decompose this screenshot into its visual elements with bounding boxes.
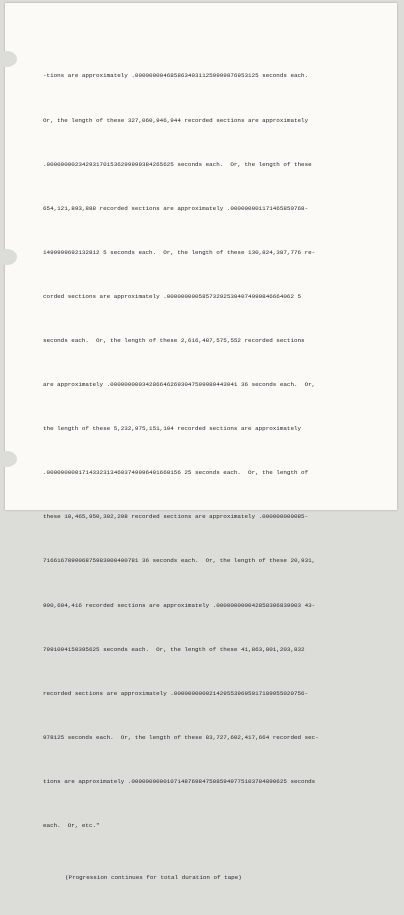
punch-hole-top xyxy=(0,51,17,67)
text-line-4: 654,121,893,888 recorded sections are approximately .000000001171465850768- xyxy=(43,204,309,212)
text-line-9: the length of these 5,232,975,151,104 recorded sections are approximately xyxy=(43,425,302,433)
text-line-17: tions are approximately .00000000001071487698475085949775103784890625 seconds xyxy=(43,777,316,785)
text-line-8: are approximately .000000000342866462693047599980443041 36 seconds each. Or, xyxy=(43,381,316,389)
text-line-5: 1499999692132812 5 seconds each. Or, the length of these 130,824,387,776 re- xyxy=(43,248,316,256)
text-line-12: 716616789006875983008400781 36 seconds each. Or, the length of these 20,931, xyxy=(43,557,316,565)
text-line-18: each. Or, etc." xyxy=(43,822,100,829)
text-line-11: these 10,465,950,302,208 recorded sections are approximately .000000000085- xyxy=(43,513,309,521)
text-line-13: 900,604,416 recorded sections are approximately .000000000042858306839003 43- xyxy=(43,601,316,609)
document-page xyxy=(5,3,397,882)
punch-hole-bottom xyxy=(0,451,17,467)
text-line-2: Or, the length of these 327,060,946,944 recorded sections are approximately xyxy=(43,116,309,124)
text-line-1: -tions are approximately .00000000468586340311259999876953125 seconds each. xyxy=(43,72,309,80)
text-line-14: 7991004150395625 seconds each. Or, the length of these 41,863,801,203,832 xyxy=(43,645,305,653)
text-line-15: recorded sections are approximately .0000000000214295539695017189955020756- xyxy=(43,689,309,697)
text-line-6: corded sections are approximately .000000000585732925384074999846664062 5 xyxy=(43,292,302,300)
progression-note: (Progression continues for total duration of tape) xyxy=(65,874,242,882)
punch-hole-middle xyxy=(0,249,17,265)
typewritten-text xyxy=(43,40,383,915)
text-line-10: .00000000017143323134603749996401660156 25 seconds each. Or, the length of xyxy=(43,469,309,477)
text-line-16: 978125 seconds each. Or, the length of these 83,727,602,417,664 recorded sec- xyxy=(43,733,319,741)
text-line-7: seconds each. Or, the length of these 2,616,487,575,552 recorded sections xyxy=(43,336,305,344)
text-line-3: .000000002342931701536299999384265625 seconds each. Or, the length of these xyxy=(43,160,312,168)
